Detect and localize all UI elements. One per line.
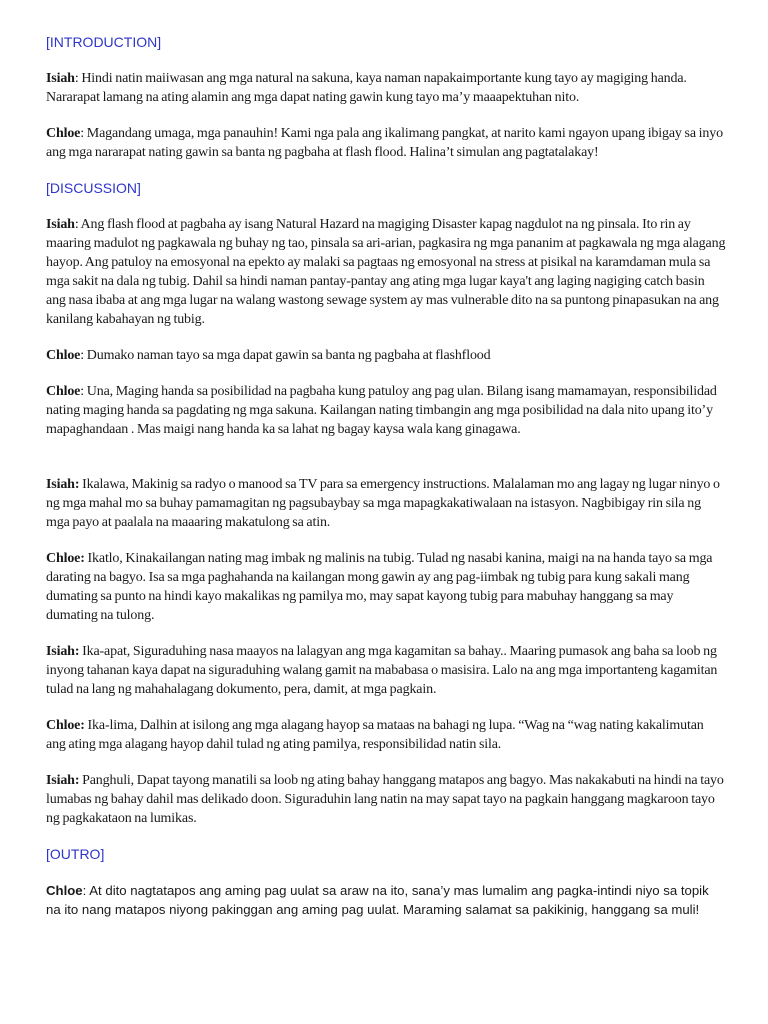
dialogue-text: Ikalawa, Makinig sa radyo o manood sa TV para sa emergency instructions. Malalaman mo ang lagay ng lugar ninyo o ng mga mahal mo sa buhay pamamagitan ng pagsubaybay sa mga mapagkakatiwalaan na istasyon. Nagbibigay rin sila ng mga payo at paalala na maaaring makatulong sa atin.	[46, 477, 720, 530]
speaker-name: Isiah:	[46, 644, 80, 659]
speaker-name: Isiah:	[46, 773, 80, 788]
speaker-name: Chloe	[46, 883, 83, 898]
speaker-separator: :	[80, 384, 85, 399]
speaker-name: Chloe	[46, 126, 81, 141]
speaker-name: Chloe:	[46, 718, 85, 733]
dialogue-paragraph	[46, 771, 726, 828]
speaker-separator: :	[80, 348, 85, 363]
dialogue-text: Magandang umaga, mga panauhin! Kami nga pala ang ikalimang pangkat, at narito kami ngayon upang ibigay sa inyo ang mga nararapat nating gawin sa banta ng pagbaha at flash flood. Halina’t simulan ang pagtatalakay!	[46, 126, 723, 160]
section-heading-discussion: [DISCUSSION]	[46, 180, 141, 196]
speaker-name: Chloe	[46, 384, 81, 399]
speaker-name: Chloe	[46, 348, 81, 363]
dialogue-paragraph	[46, 346, 726, 365]
dialogue-paragraph	[46, 549, 726, 625]
dialogue-text: Ika-apat, Siguraduhing nasa maayos na lalagyan ang mga kagamitan sa bahay.. Maaring pumasok ang baha sa loob ng inyong tahanan kaya dapat na siguraduhing walang gamit na mababasa o masisira. Lalo na ang mga importanteng kagamitan tulad na lang ng mahahalagang dokumento, pera, damit, at mga pagkain.	[46, 644, 718, 697]
speaker-separator: :	[74, 217, 79, 232]
dialogue-text: Ika-lima, Dalhin at isilong ang mga alagang hayop sa mataas na bahagi ng lupa. “Wag na “wag nating kakalimutan ang ating mga alagang hayop dahil tulad ng ating pamilya, responsibilidad natin sila.	[46, 718, 704, 752]
document-page	[46, 33, 726, 936]
dialogue-text: Una, Maging handa sa posibilidad na pagbaha kung patuloy ang pag ulan. Bilang isang mamamayan, responsibilidad nating maging handa sa pagdating ng mga sakuna. Kailangan nating timbangin ang mga posibilidad na dala nito upang ito’y mapaghandaan . Mas maigi nang handa ka sa lahat ng bagay kaysa wala kang ginagawa.	[46, 384, 717, 437]
speaker-separator: :	[82, 883, 87, 898]
dialogue-text: Dumako naman tayo sa mga dapat gawin sa banta ng pagbaha at flashflood	[84, 348, 491, 363]
dialogue-paragraph	[46, 881, 726, 919]
dialogue-paragraph	[46, 382, 726, 439]
dialogue-paragraph	[46, 716, 726, 754]
speaker-name: Isiah	[46, 217, 75, 232]
dialogue-paragraph	[46, 475, 726, 532]
speaker-name: Isiah	[46, 71, 75, 86]
dialogue-text: Panghuli, Dapat tayong manatili sa loob ng ating bahay hanggang matapos ang bagyo. Mas nakakabuti na hindi na tayo lumabas ng bahay dahil mas delikado doon. Siguraduhin lang natin na may sapat tayo na pagkain hanggang magkaroon tayo ng pagkakataon na lumikas.	[46, 773, 724, 826]
dialogue-text: Ikatlo, Kinakailangan nating mag imbak ng malinis na tubig. Tulad ng nasabi kanina, maigi na na handa tayo sa mga darating na bagyo. Isa sa mga paghahanda na kailangan mong gawin ay ang pag-iimbak ng tubig para kung sakali mang dumating sa punto na hindi kayo makalikas ng pamilya mo, may sapat kayong tubig para mabuhay hanggang sa may dumating na tulong.	[46, 551, 713, 623]
speaker-separator: :	[80, 126, 85, 141]
dialogue-paragraph	[46, 69, 726, 107]
speaker-separator: :	[74, 71, 79, 86]
dialogue-paragraph	[46, 215, 726, 329]
dialogue-text: At dito nagtatapos ang aming pag uulat sa araw na ito, sana’y mas lumalim ang pagka-intindi niyo sa topik na ito nang matapos niyong pakinggan ang aming pag uulat. Maraming salamat sa pakikinig, hanggang sa muli!	[46, 883, 709, 917]
dialogue-paragraph	[46, 124, 726, 162]
dialogue-paragraph	[46, 642, 726, 699]
dialogue-text: Ang flash flood at pagbaha ay isang Natural Hazard na magiging Disaster kapag nagdulot na ng pinsala. Ito rin ay maaring madulot ng pagkawala ng buhay ng tao, pinsala sa ari-arian, pagkasira ng mga pananim at pagkawala ng mga alagang hayop. Ang patuloy na emosyonal na epekto ay malaki sa pagtaas ng emosyonal na stress at pisikal na karamdaman mula sa mga sakit na dala ng tubig. Dahil sa hindi naman pantay-pantay ang ating mga lugar kaya't ang laging nagiging catch basin ang nasa ibaba at ang mga lugar na walang wastong sewage system ay mas vulnerable dito na sa puntong pinapasukan na ang kanilang kabahayan ng tubig.	[46, 217, 726, 327]
speaker-name: Isiah:	[46, 477, 80, 492]
speaker-name: Chloe:	[46, 551, 85, 566]
dialogue-text: Hindi natin maiiwasan ang mga natural na sakuna, kaya naman napakaimportante kung tayo ay magiging handa. Nararapat lamang na ating alamin ang mga dapat nating gawin kung tayo ma’y maaapektuhan nito.	[46, 71, 687, 105]
section-heading-introduction: [INTRODUCTION]	[46, 34, 162, 50]
section-heading-outro: [OUTRO]	[46, 846, 105, 862]
